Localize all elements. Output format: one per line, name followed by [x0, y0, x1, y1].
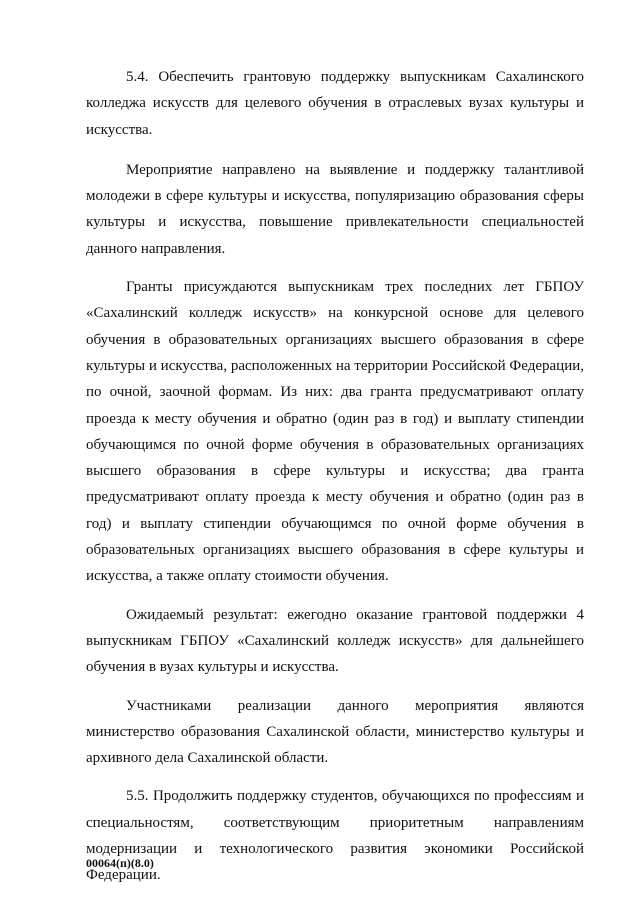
- paragraph-expected-result: Ожидаемый результат: ежегодно оказание грантовой поддержки 4 выпускникам ГБПОУ «Сахалинский колледж искусств» для дальнейшего обучения в вузах культуры и искусства.: [86, 606, 584, 676]
- document-body: [86, 64, 584, 889]
- document-code-footer: 00064(п)(8.0): [86, 856, 154, 870]
- paragraph-grants: Гранты присуждаются выпускникам трех последних лет ГБПОУ «Сахалинский колледж искусств» на конкурсной основе для целевого обучения в образовательных организациях высшего образования в сфере культуры и искусства, расположенных на территории Российской Федерации, по очной, заочной формам. Из них: два гранта предусматривают оплату проезда к месту обучения и обратно (один раз в год) и выплату стипендии обучающимся по очной форме обучения в образовательных организациях высшего образования в сфере культуры и искусства; два гранта предусматривают оплату проезда к месту обучения и обратно (один раз в год) и выплату стипендии обучающимся по очной форме обучения в образовательных организациях высшего образования в сфере культуры и искусства, а также оплату стоимости обучения.: [86, 279, 584, 585]
- paragraph-participants: Участниками реализации данного мероприятия являются министерство образования Сахалинской области, министерство культуры и архивного дела Сахалинской области.: [86, 697, 584, 767]
- paragraph-event-purpose: Мероприятие направлено на выявление и поддержку талантливой молодежи в сфере культуры и искусства, популяризацию образования сферы культуры и искусства, повышение привлекательности специальностей данного направления.: [86, 161, 584, 257]
- paragraph-5-4: 5.4. Обеспечить грантовую поддержку выпускникам Сахалинского колледжа искусств для целевого обучения в отраслевых вузах культуры и искусства.: [86, 69, 584, 138]
- paragraph-5-5: 5.5. Продолжить поддержку студентов, обучающихся по профессиям и специальностям, соответствующим приоритетным направлениям модернизации и технологического развития экономики Российской Федерации.: [86, 788, 584, 884]
